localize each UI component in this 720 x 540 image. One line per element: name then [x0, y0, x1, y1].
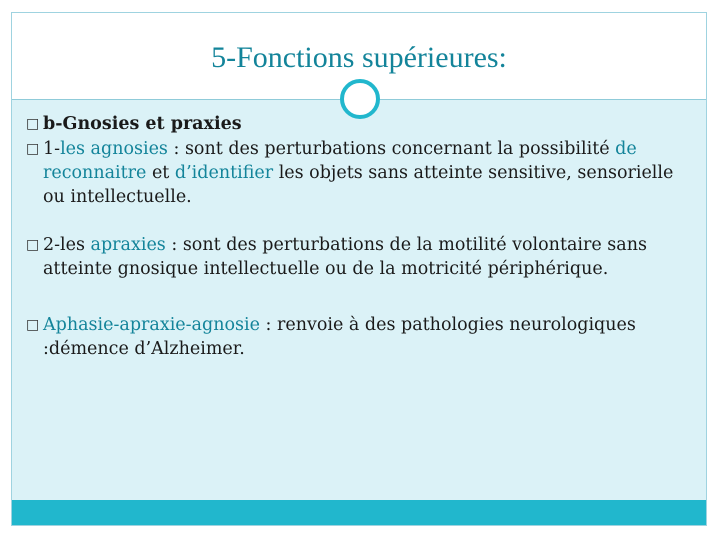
- highlight-term: Aphasie-apraxie-agnosie: [43, 315, 260, 335]
- text-run: 1-: [43, 139, 61, 159]
- bullet-item-aphasie: [26, 313, 676, 361]
- text-run: : sont des perturbations de la motilité volontaire sans atteinte gnosique intellectuelle ou de la motricité périphérique.: [43, 235, 647, 279]
- text-run: 2-les: [43, 235, 91, 255]
- text-run: les objets sans atteinte sensitive, sensorielle ou intellectuelle.: [43, 163, 674, 207]
- bullet-list: [26, 112, 676, 361]
- text-run: : sont des perturbations concernant la possibilité: [167, 139, 616, 159]
- bullet-box-icon: □: [26, 237, 40, 253]
- footer-bar: [12, 500, 706, 525]
- bullet-item-gnosies-praxies: [26, 112, 676, 136]
- text-run: : renvoie à des pathologies neurologiques :démence d’Alzheimer.: [43, 315, 636, 359]
- bullet-item-apraxies: [26, 233, 676, 281]
- bullet-item-agnosies: [26, 137, 676, 209]
- bullet-box-icon: □: [26, 116, 40, 132]
- slide-title: 5-Fonctions supérieures:: [211, 41, 507, 74]
- highlight-term: les agnosies: [60, 139, 168, 159]
- highlight-term: apraxies: [90, 235, 166, 255]
- bullet-box-icon: □: [26, 141, 40, 157]
- bullet-box-icon: □: [26, 317, 40, 333]
- text-run: et: [146, 163, 175, 183]
- bullet-heading: b-Gnosies et praxies: [43, 114, 242, 134]
- highlight-term: de reconnaitre: [43, 139, 637, 183]
- highlight-term: d’identifier: [174, 163, 274, 183]
